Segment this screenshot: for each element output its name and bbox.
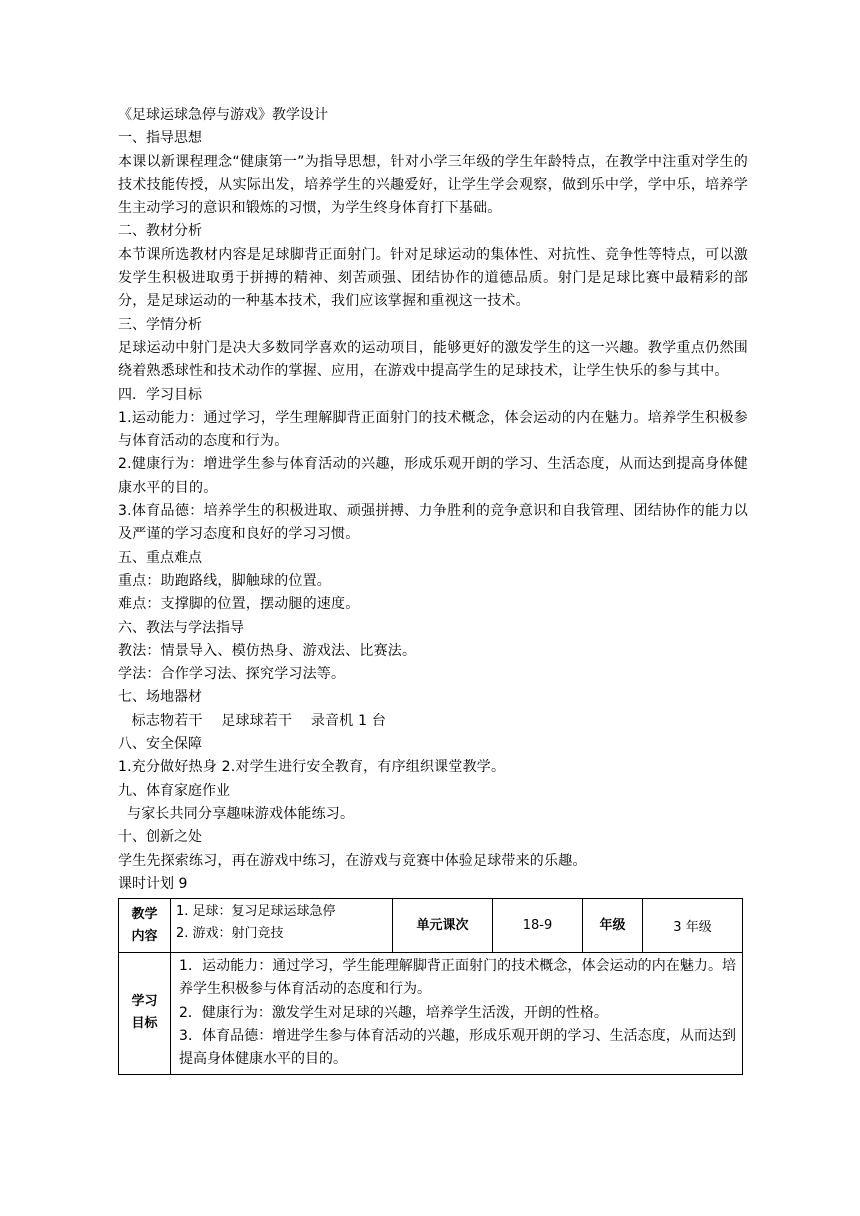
section-heading: 九、体育家庭作业 [118,782,230,799]
section-homework [118,780,748,827]
goal-paragraph: 1.运动能力：通过学习，学生理解脚背正面射门的技术概念，体会运动的内在魅力。培养学生积极参与体育活动的态度和行为。 [118,409,748,450]
goals-cell [171,953,743,1074]
section-heading: 一、指导思想 [118,130,202,147]
learning-method: 学法：合作学习法、探究学习法等。 [118,666,346,683]
document-page [118,104,748,1075]
section-heading: 六、教法与学法指导 [118,619,244,636]
goal-paragraph: 2.健康行为：增进学生参与体育活动的兴趣，形成乐观开朗的学习、生活态度，从而达到提高身体健康水平的目的。 [118,456,748,496]
section-material-analysis [118,220,748,313]
section-heading: 八、安全保障 [118,736,202,753]
section-heading: 七、场地器材 [118,689,202,706]
table-row [119,953,743,1074]
lesson-plan-label: 课时计划 9 [118,875,188,892]
table-row [119,899,743,953]
section-heading: 二、教材分析 [118,223,202,240]
lesson-plan-table [118,898,743,1074]
grade-label-cell: 年级 [583,899,643,953]
section-guiding-thought [118,127,748,220]
teaching-method: 教法：情景导入、模仿热身、游戏法、比赛法。 [118,642,417,659]
section-student-analysis [118,314,748,384]
section-equipment [118,686,748,733]
section-methods [118,617,748,687]
section-heading: 三、学情分析 [118,316,202,333]
content-item: 1. 足球：复习足球运球急停 [176,904,336,920]
goal-item: 2．健康行为：激发学生对足球的兴趣，培养学生活泼，开朗的性格。 [179,1004,608,1021]
section-learning-goals [118,384,748,547]
goal-label-cell [119,953,171,1074]
unit-label-cell: 单元课次 [393,899,493,953]
section-heading: 十、创新之处 [118,829,202,846]
goal-item: 3．体育品德：增进学生参与体育活动的兴趣，形成乐观开朗的学习、生活态度，从而达到提高身体健康水平的目的。 [179,1027,736,1068]
section-key-points [118,547,748,617]
content-label-line1: 教学 [131,906,158,922]
equipment-list: 标志物若干 足球球若干 录音机 1 台 [127,712,387,729]
section-paragraph: 与家长共同分享趣味游戏体能练习。 [127,805,355,822]
unit-value-cell: 18-9 [493,899,583,953]
section-innovation [118,826,748,873]
goal-label-line2: 目标 [131,1016,158,1032]
grade-value-cell: 3 年级 [643,899,743,953]
content-label-line2: 内容 [131,928,158,944]
section-paragraph: 本节课所选教材内容是足球脚背正面射门。针对足球运动的集体性、对抗性、竞争性等特点，可以激发学生积极进取勇于拼搏的精神、刻苦顽强、团结协作的道德品质。射门是足球比赛中最精彩的部分，是足球运动的一种基本技术，我们应该掌握和重视这一技术。 [118,246,748,310]
section-heading: 四．学习目标 [118,386,202,403]
goal-paragraph: 3.体育品德：培养学生的积极进取、顽强拼搏、力争胜利的竞争意识和自我管理、团结协作的能力以及严谨的学习态度和良好的学习习惯。 [118,503,748,543]
content-label-cell [119,899,171,953]
goal-item: 1．运动能力：通过学习，学生能理解脚背正面射门的技术概念，体会运动的内在魅力。培养学生积极参与体育活动的态度和行为。 [179,958,736,998]
content-item: 2. 游戏：射门竞技 [176,926,284,942]
section-heading: 五、重点难点 [118,549,202,566]
section-paragraph: 足球运动中射门是决大多数同学喜欢的运动项目，能够更好的激发学生的这一兴趣。教学重点仍然围绕着熟悉球性和技术动作的掌握、应用，在游戏中提高学生的足球技术，让学生快乐的参与其中。 [118,339,748,380]
section-paragraph: 1.充分做好热身 2.对学生进行安全教育，有序组织课堂教学。 [118,759,506,776]
content-cell [171,899,393,953]
section-paragraph: 学生先探索练习，再在游戏中练习，在游戏与竞赛中体验足球带来的乐趣。 [118,852,587,869]
goal-label-line1: 学习 [131,994,158,1010]
document-title: 《足球运球急停与游戏》教学设计 [118,107,328,123]
section-paragraph: 本课以新课程理念“健康第一”为指导思想，针对小学三年级的学生年龄特点，在教学中注重对学生的技术技能传授，从实际出发，培养学生的兴趣爱好，让学生学会观察，做到乐中学，学中乐，培养学生主动学习的意识和锻炼的习惯，为学生终身体育打下基础。 [118,153,748,217]
difficult-point: 难点：支撑脚的位置，摆动腿的速度。 [118,596,360,613]
section-safety [118,733,748,780]
key-point: 重点：助跑路线，脚触球的位置。 [118,572,331,589]
